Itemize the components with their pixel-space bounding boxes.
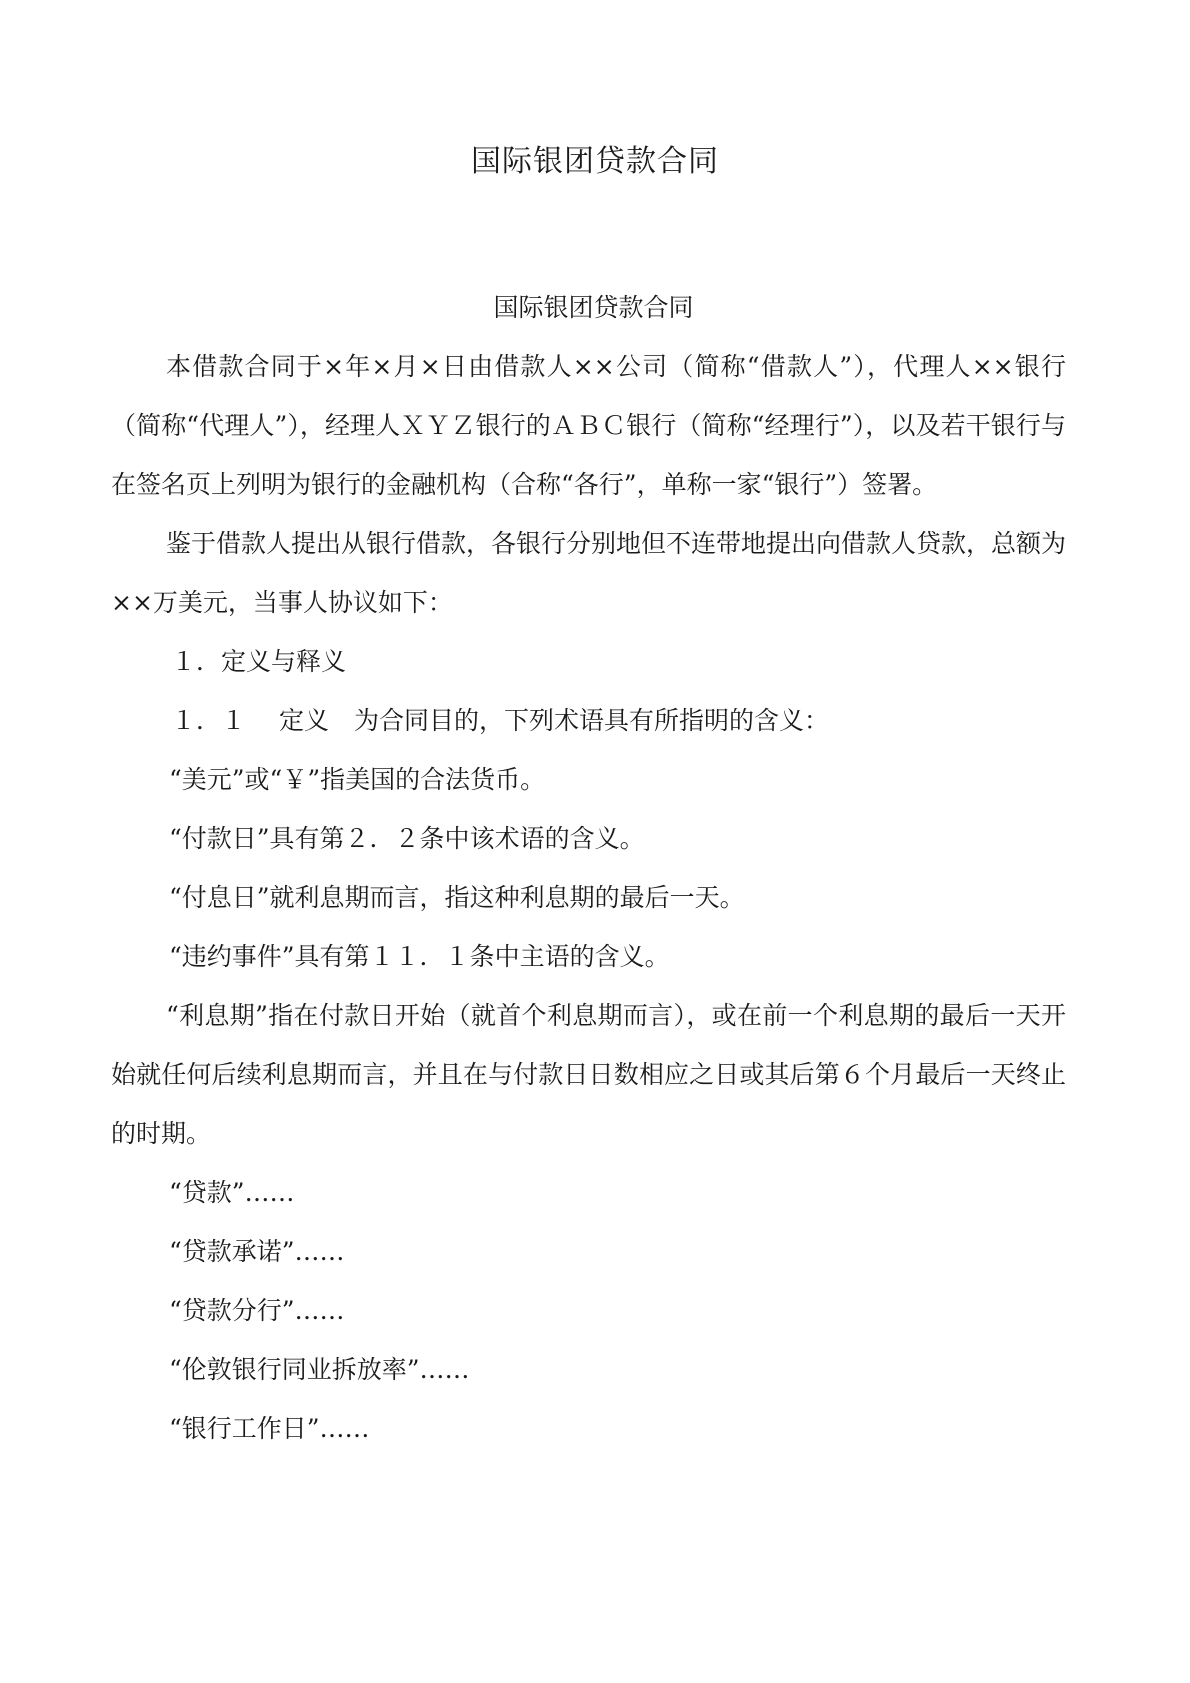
definition-item: “美元”或“￥”指美国的合法货币。	[169, 765, 546, 794]
contract-subtitle: 国际银团贷款合同	[493, 293, 694, 322]
section-heading: １．定义与释义	[171, 647, 347, 676]
definition-item: “付息日”就利息期而言，指这种利息期的最后一天。	[169, 883, 745, 912]
preamble-paragraph: 本借款合同于×年×月×日由借款人××公司（简称“借款人”），代理人××银行（简称“代理人”），经理人ＸＹＺ银行的ＡＢＣ银行（简称“经理行”），以及若干银行与在签名页上列明为银行的金融机构（合称“各行”，单称一家“银行”）签署。	[111, 352, 1066, 499]
document-title: 国际银团贷款合同	[471, 144, 719, 179]
document-body	[111, 278, 1066, 1458]
definition-item: “违约事件”具有第１１．１条中主语的含义。	[169, 942, 670, 971]
definition-item: “付款日”具有第２．２条中该术语的含义。	[169, 824, 645, 853]
term-item: “伦敦银行同业拆放率”……	[169, 1355, 470, 1384]
term-item: “贷款承诺”……	[169, 1237, 345, 1266]
term-item: “贷款分行”……	[169, 1296, 345, 1325]
term-item: “贷款”……	[169, 1178, 295, 1207]
recital-paragraph: 鉴于借款人提出从银行借款，各银行分别地但不连带地提出向借款人贷款，总额为××万美元，当事人协议如下：	[111, 529, 1067, 617]
term-item: “银行工作日”……	[169, 1414, 370, 1443]
subsection-heading: １．１ 定义 为合同目的，下列术语具有所指明的含义：	[171, 706, 829, 735]
interest-period-definition: “利息期”指在付款日开始（就首个利息期而言），或在前一个利息期的最后一天开始就任何后续利息期而言，并且在与付款日日数相应之日或其后第６个月最后一天终止的时期。	[111, 1001, 1066, 1148]
